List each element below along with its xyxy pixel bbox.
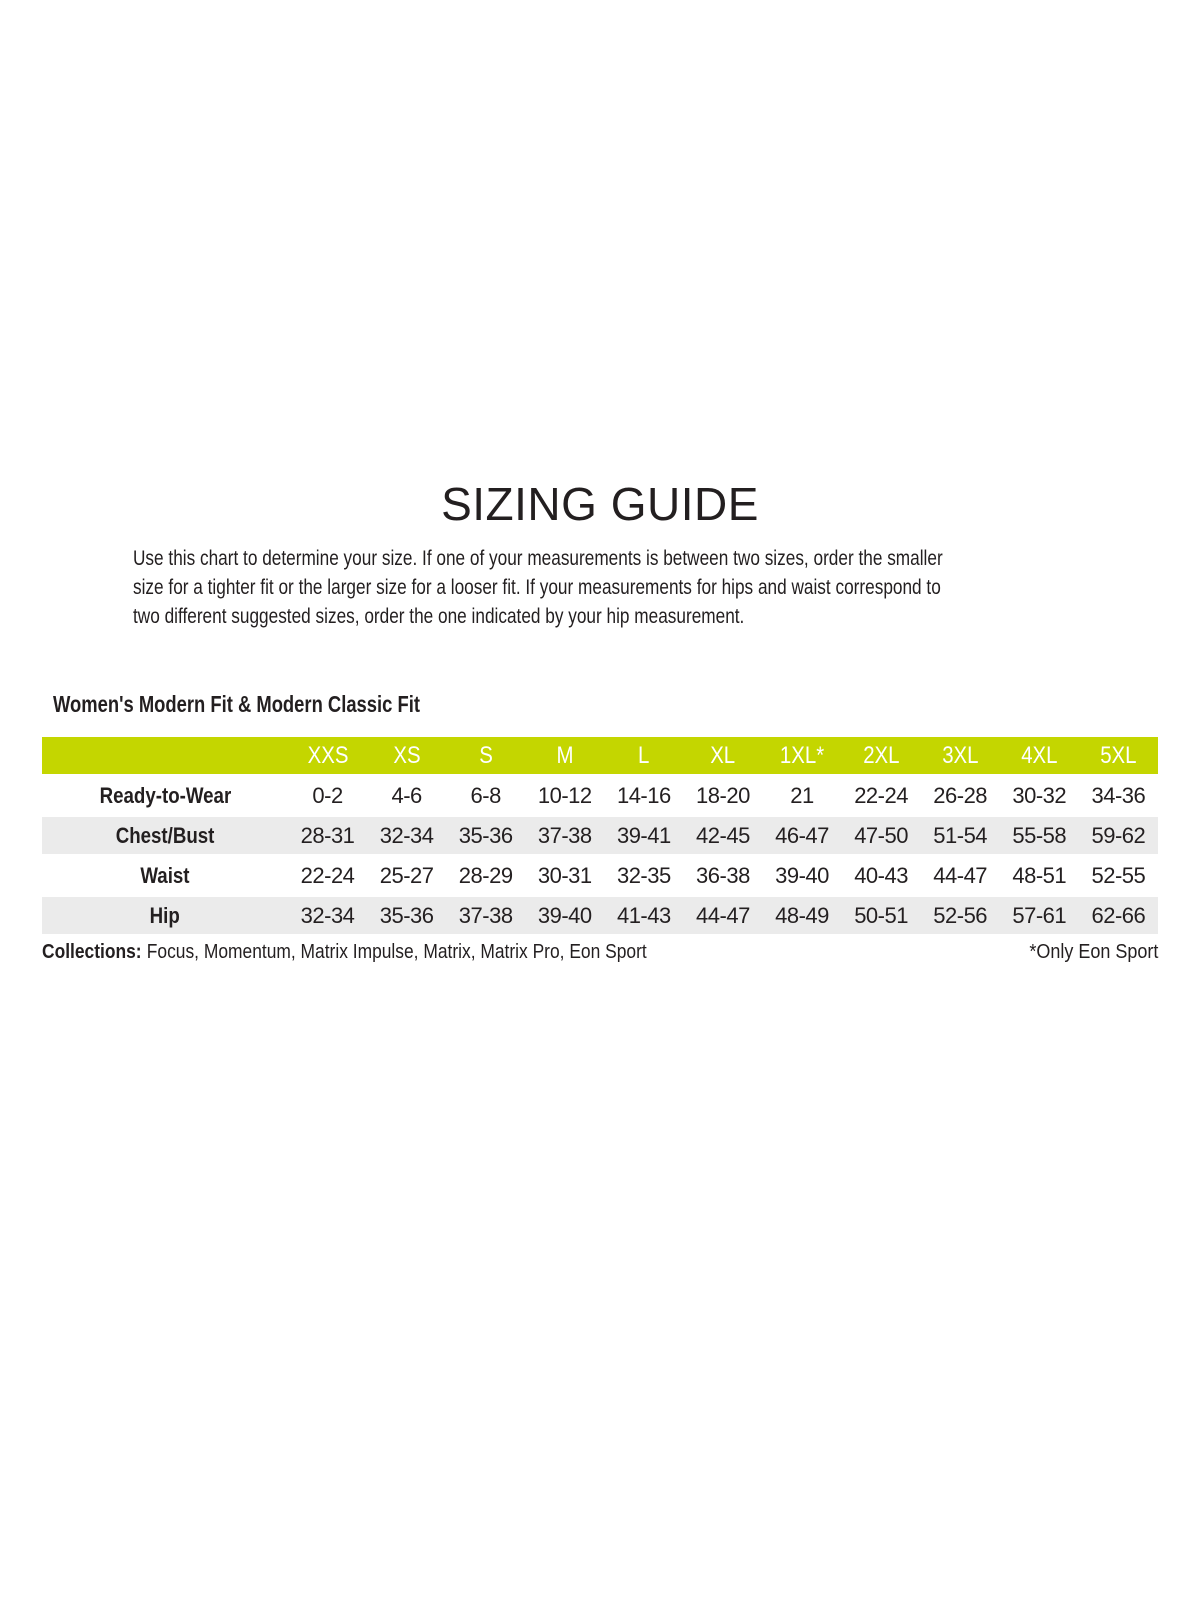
size-chart-table: [42, 737, 1158, 937]
size-cell: 25-27: [367, 857, 446, 897]
table-row-chest-bust: [42, 817, 1158, 857]
size-cell: 28-31: [288, 817, 367, 857]
size-column-header: XXS: [288, 737, 367, 777]
size-cell: 32-35: [604, 857, 683, 897]
size-column-header: 3XL: [921, 737, 1000, 777]
size-cell: 26-28: [921, 777, 1000, 817]
size-cell: 59-62: [1079, 817, 1158, 857]
size-cell: 57-61: [1000, 897, 1079, 937]
size-cell: 52-55: [1079, 857, 1158, 897]
size-column-header: 4XL: [1000, 737, 1079, 777]
size-cell: 39-40: [762, 857, 841, 897]
size-cell: 50-51: [842, 897, 921, 937]
size-column-header: 5XL: [1079, 737, 1158, 777]
size-cell: 52-56: [921, 897, 1000, 937]
table-row-waist: [42, 857, 1158, 897]
size-cell: 4-6: [367, 777, 446, 817]
intro-paragraph: [133, 544, 1133, 631]
section-title: Women's Modern Fit & Modern Classic Fit: [53, 691, 420, 717]
size-cell: 34-36: [1079, 777, 1158, 817]
size-cell: 10-12: [525, 777, 604, 817]
table-row-ready-to-wear: [42, 777, 1158, 817]
size-cell: 36-38: [683, 857, 762, 897]
collections-footnote: [42, 940, 1158, 966]
size-cell: 32-34: [367, 817, 446, 857]
size-cell: 48-49: [762, 897, 841, 937]
size-cell: 18-20: [683, 777, 762, 817]
size-cell: 41-43: [604, 897, 683, 937]
collections-text: [42, 940, 647, 964]
intro-line: two different suggested sizes, order the one indicated by your hip measurement.: [133, 605, 745, 628]
size-cell: 22-24: [842, 777, 921, 817]
size-cell: 46-47: [762, 817, 841, 857]
size-column-header: 2XL: [842, 737, 921, 777]
size-cell: 48-51: [1000, 857, 1079, 897]
row-label: Ready-to-Wear: [42, 777, 288, 817]
size-cell: 28-29: [446, 857, 525, 897]
row-label: Hip: [42, 897, 288, 937]
size-cell: 47-50: [842, 817, 921, 857]
size-cell: 0-2: [288, 777, 367, 817]
table-row-hip: [42, 897, 1158, 937]
size-cell: 30-32: [1000, 777, 1079, 817]
size-header-row: [42, 737, 1158, 777]
size-cell: 39-41: [604, 817, 683, 857]
asterisk-note: *Only Eon Sport: [1028, 941, 1158, 963]
corner-cell: [42, 737, 288, 777]
size-cell: 35-36: [446, 817, 525, 857]
size-cell: 22-24: [288, 857, 367, 897]
intro-line: Use this chart to determine your size. If one of your measurements is between two sizes, order the smaller: [133, 547, 943, 570]
size-cell: 42-45: [683, 817, 762, 857]
size-cell: 6-8: [446, 777, 525, 817]
size-cell: 32-34: [288, 897, 367, 937]
size-cell: 37-38: [525, 817, 604, 857]
size-column-header: 1XL*: [762, 737, 841, 777]
row-label: Waist: [42, 857, 288, 897]
size-column-header: XS: [367, 737, 446, 777]
size-column-header: M: [525, 737, 604, 777]
size-cell: 39-40: [525, 897, 604, 937]
size-column-header: L: [604, 737, 683, 777]
size-column-header: XL: [683, 737, 762, 777]
size-cell: 44-47: [921, 857, 1000, 897]
size-cell: 30-31: [525, 857, 604, 897]
collections-list: Focus, Momentum, Matrix Impulse, Matrix, Matrix Pro, Eon Sport: [146, 941, 647, 963]
size-cell: 55-58: [1000, 817, 1079, 857]
row-label: Chest/Bust: [42, 817, 288, 857]
size-cell: 14-16: [604, 777, 683, 817]
size-cell: 51-54: [921, 817, 1000, 857]
size-cell: 62-66: [1079, 897, 1158, 937]
size-cell: 21: [762, 777, 841, 817]
size-cell: 37-38: [446, 897, 525, 937]
intro-line: size for a tighter fit or the larger size for a looser fit. If your measurements for hips and waist correspond to: [133, 576, 941, 599]
collections-label: Collections:: [42, 941, 142, 963]
size-cell: 40-43: [842, 857, 921, 897]
size-column-header: S: [446, 737, 525, 777]
size-cell: 35-36: [367, 897, 446, 937]
size-cell: 44-47: [683, 897, 762, 937]
page-title: SIZING GUIDE: [441, 478, 759, 530]
